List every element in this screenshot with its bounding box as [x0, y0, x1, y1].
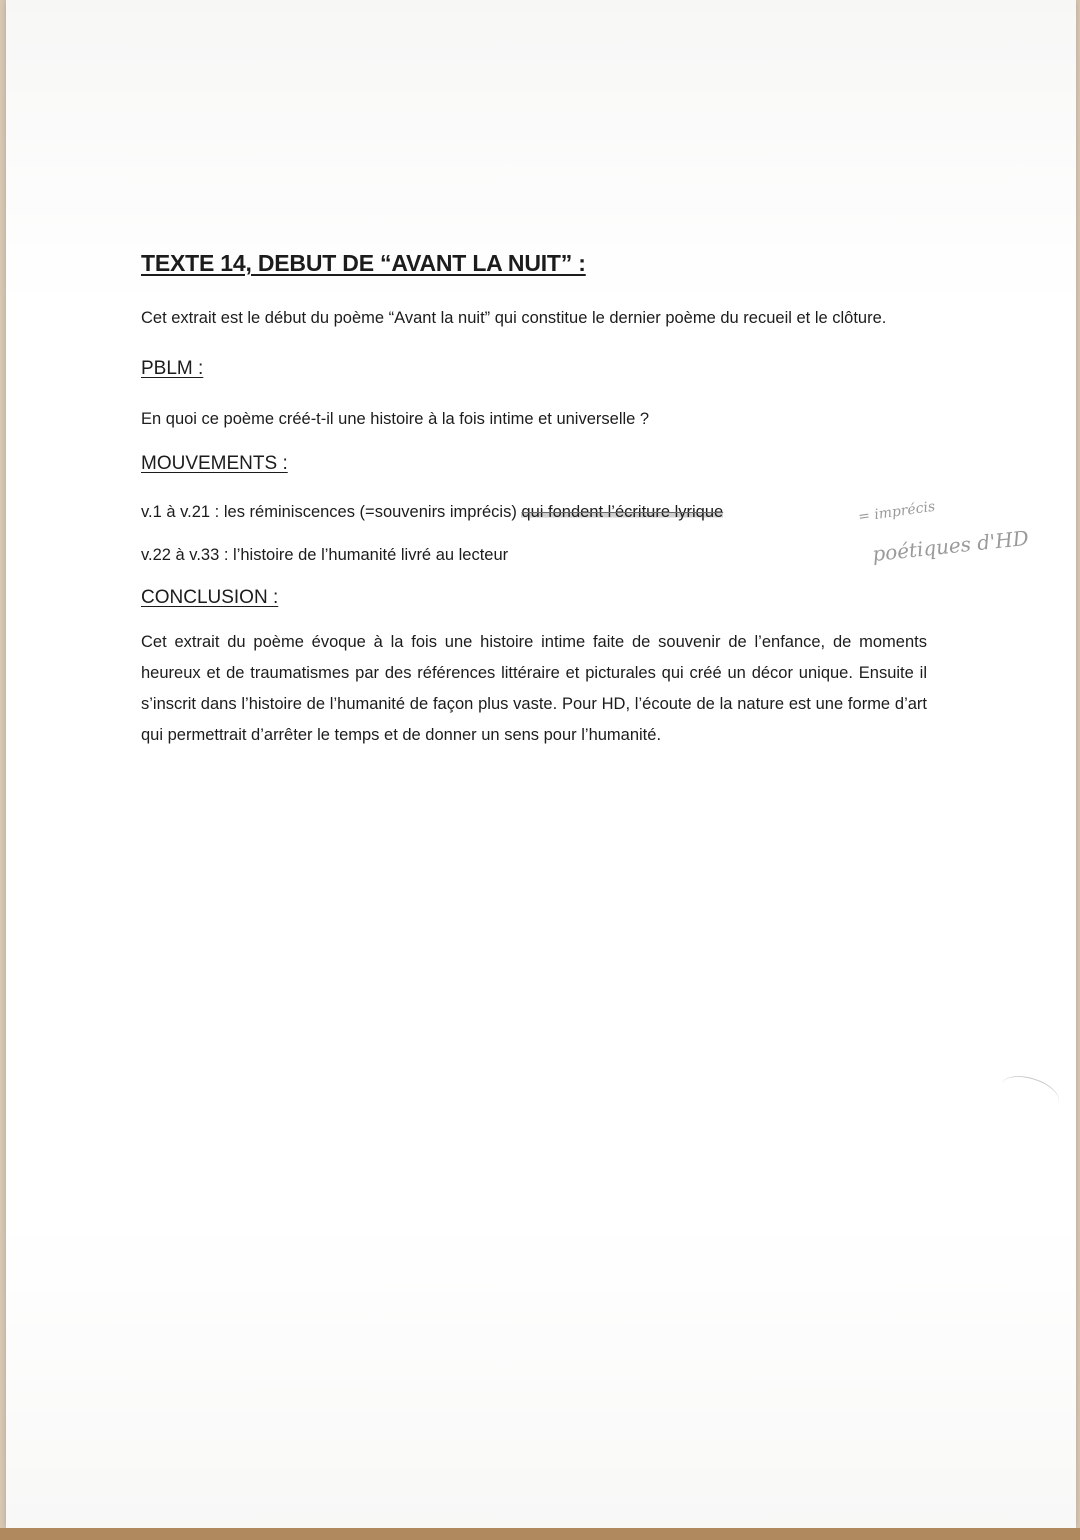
pblm-heading: PBLM :: [141, 358, 204, 379]
intro-paragraph: Cet extrait est le début du poème “Avant la nuit” qui constitue le dernier poème du recueil et le clôture.: [141, 309, 887, 327]
conclusion-paragraph: Cet extrait du poème évoque à la fois une histoire intime faite de souvenir de l’enfance, de moments heureux et de traumatismes par des références littéraire et picturales qui créé un décor unique. Ensuite il s’inscrit dans l’histoire de l’humanité de façon plus vaste. Pour HD, l’écoute de la nature est une forme d’art qui permettrait d’arrêter le temps et de donner un sens pour l’humanité.: [141, 633, 927, 744]
document-content: [141, 250, 927, 751]
handwritten-note-2: poétiques d'HD: [871, 525, 1030, 567]
mouvement-1-struck-text: qui fondent l’écriture lyrique: [521, 503, 724, 521]
pblm-question: En quoi ce poème créé-t-il une histoire à la fois intime et universelle ?: [141, 410, 650, 428]
handwritten-note-1: = imprécis: [857, 498, 937, 526]
mouvement-2: v.22 à v.33 : l’histoire de l’humanité livré au lecteur: [141, 546, 509, 564]
mouvements-heading: MOUVEMENTS :: [141, 453, 288, 474]
mouvement-1-text: v.1 à v.21 : les réminiscences (=souvenirs imprécis): [141, 503, 522, 521]
document-page: [6, 0, 1076, 1528]
mouvement-1: [141, 497, 927, 528]
conclusion-heading: CONCLUSION :: [141, 587, 279, 608]
document-title: TEXTE 14, DEBUT DE “AVANT LA NUIT” :: [141, 250, 586, 276]
page-background-edge: [0, 1528, 1080, 1540]
